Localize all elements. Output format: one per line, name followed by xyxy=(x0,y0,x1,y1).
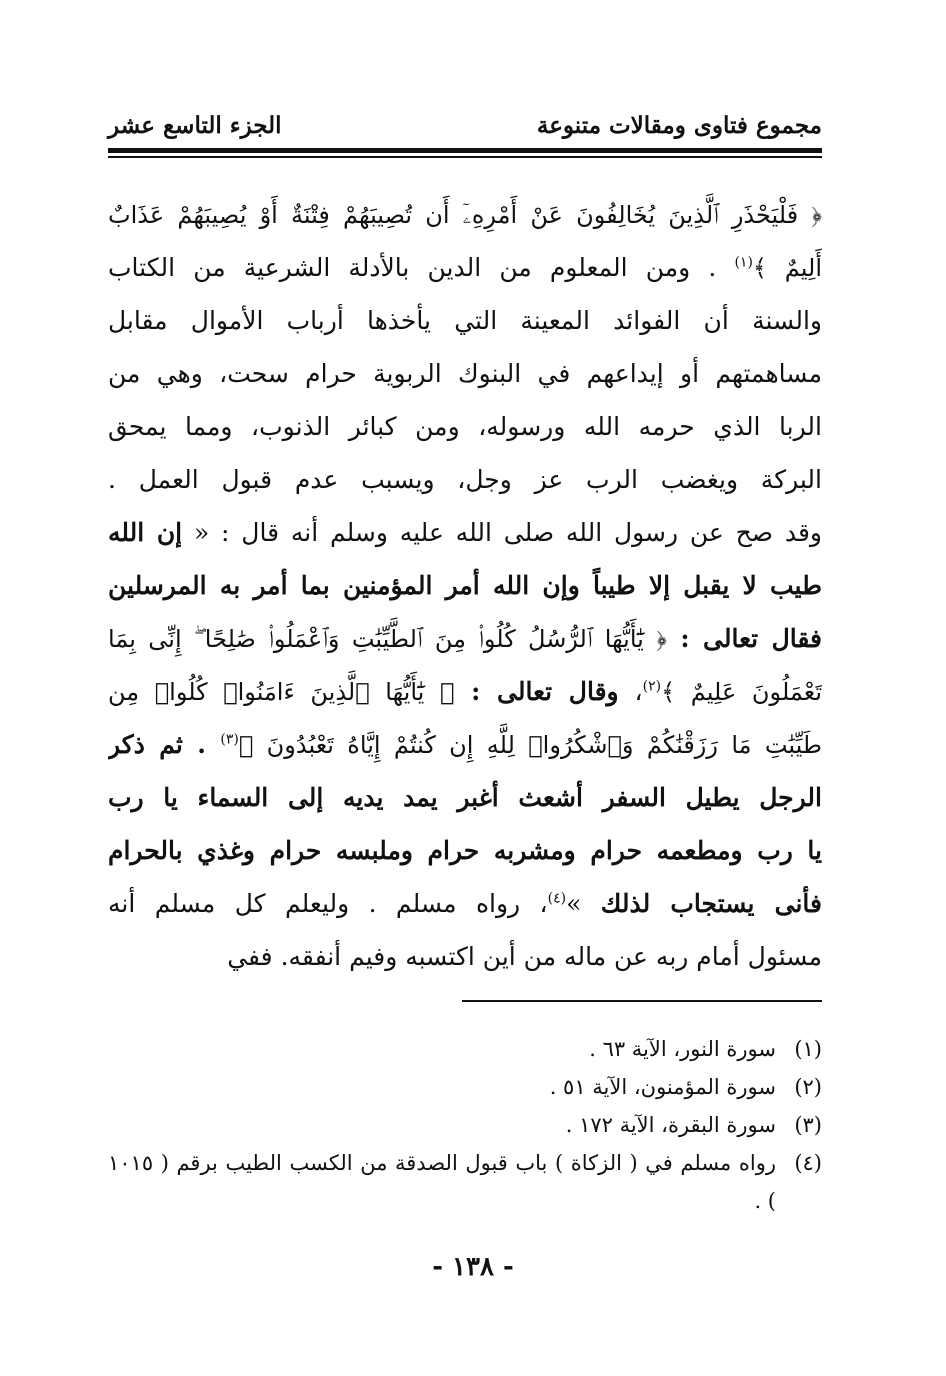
paragraph-text: فأنى يستجاب لذلك xyxy=(600,889,822,918)
header-rule-thick xyxy=(108,148,822,153)
footnote-marker: (٣) xyxy=(220,731,239,748)
footnote-item xyxy=(108,1068,822,1106)
body-line xyxy=(108,347,822,400)
paragraph-text: الرجل يطيل السفر أشعث أغبر يمد يديه إلى السماء يا رب xyxy=(108,783,822,812)
paragraph-text: مساهمتهم أو إيداعهم في البنوك الربوية حرام سحت، وهي من xyxy=(108,359,822,388)
body-line xyxy=(108,241,822,294)
footnote-item xyxy=(108,1030,822,1068)
footnote-text: سورة النور، الآية ٦٣ . xyxy=(589,1037,776,1061)
paragraph-text: ، رواه مسلم . وليعلم كل مسلم أنه xyxy=(108,889,548,918)
body-line xyxy=(108,771,822,824)
quran-verse-text: تَعْمَلُونَ عَلِيمٌ ﴾ xyxy=(661,678,822,706)
paragraph-text: فقال تعالى : xyxy=(666,624,822,653)
quran-verse-text: أَلِيمٌ ﴾ xyxy=(752,254,822,282)
volume-label: الجزء التاسع عشر xyxy=(108,112,282,139)
body-line xyxy=(108,665,822,718)
paragraph-text: يا رب ومطعمه حرام ومشربه حرام وملبسه حرام وغذي بالحرام xyxy=(108,836,822,865)
body-line xyxy=(108,188,822,241)
footnote-item xyxy=(108,1106,822,1144)
paragraph-text: وقال تعالى : xyxy=(454,677,619,706)
body-line xyxy=(108,400,822,453)
footnote-text: سورة المؤمنون، الآية ٥١ . xyxy=(549,1075,776,1099)
body-line xyxy=(108,930,822,983)
header-rule-thin xyxy=(108,156,822,158)
paragraph-text: . ومن المعلوم من الدين بالأدلة الشرعية من الكتاب xyxy=(108,253,735,282)
paragraph-text: طيب لا يقبل إلا طيباً وإن الله أمر المؤمنين بما أمر به المرسلين xyxy=(108,571,822,600)
paragraph-text: مسئول أمام ربه عن ماله من أين اكتسبه وفيم أنفقه. ففي xyxy=(227,942,822,971)
paragraph-text: البركة ويغضب الرب عز وجل، ويسبب عدم قبول العمل . xyxy=(108,465,822,494)
body-line xyxy=(108,294,822,347)
body-line xyxy=(108,612,822,665)
body-line xyxy=(108,506,822,559)
paragraph-text: إن الله xyxy=(108,518,183,547)
paragraph-text: ، xyxy=(618,677,643,706)
footnote-marker: (٤) xyxy=(547,890,567,907)
footnote-text: رواه مسلم في ( الزكاة ) باب قبول الصدقة من الكسب الطيب برقم ( ١٠١٥ ) . xyxy=(108,1151,776,1213)
footnote-text: سورة البقرة، الآية ١٧٢ . xyxy=(565,1113,776,1137)
body-line xyxy=(108,718,822,771)
footnote-item xyxy=(108,1144,822,1220)
book-title: مجموع فتاوى ومقالات متنوعة xyxy=(536,112,822,139)
body-line xyxy=(108,559,822,612)
paragraph-text: الربا الذي حرمه الله ورسوله، ومن كبائر الذنوب، ومما يمحق xyxy=(108,412,822,441)
footnote-marker: (٢) xyxy=(642,678,662,695)
paragraph-text: والسنة أن الفوائد المعينة التي يأخذها أرباب الأموال مقابل xyxy=(108,306,822,335)
body-line xyxy=(108,824,822,877)
body-line xyxy=(108,453,822,506)
footnote-number: (٣) xyxy=(794,1113,822,1137)
body-text xyxy=(108,188,822,983)
paragraph-text: وقد صح عن رسول الله صلى الله عليه وسلم أنه قال : « xyxy=(182,518,822,547)
body-line xyxy=(108,877,822,930)
footnote-divider xyxy=(462,1000,822,1002)
footnote-marker: (١) xyxy=(734,254,753,271)
footnotes xyxy=(108,1030,822,1220)
quran-verse-text: طَيِّبَٰتِ مَا رَزَقْنَٰكُمْ وَٱشْكُرُوا۟ لِلَّهِ إِن كُنتُمْ إِيَّاهُ تَعْبُدُونَ ﴾ xyxy=(238,731,822,759)
paragraph-text: » xyxy=(566,889,601,918)
page-number: - ١٣٨ - xyxy=(432,1252,514,1282)
footnote-number: (١) xyxy=(794,1037,822,1061)
paragraph-text: . ثم ذكر xyxy=(108,730,221,759)
footnote-number: (٢) xyxy=(794,1075,822,1099)
running-header xyxy=(108,104,822,144)
quran-verse-text: ﴿ فَلْيَحْذَرِ ٱلَّذِينَ يُخَالِفُونَ عَنْ أَمْرِهِۦٓ أَن تُصِيبَهُمْ فِتْنَةٌ أَوْ يُصِيبَهُمْ عَذَابٌ xyxy=(108,201,822,229)
footnote-number: (٤) xyxy=(794,1151,822,1175)
quran-verse-text: ﴿ يَٰٓأَيُّهَا ٱلَّذِينَ ءَامَنُوا۟ كُلُوا۟ مِن xyxy=(108,678,455,706)
quran-verse-text: ﴿ يَٰٓأَيُّهَا ٱلرُّسُلُ كُلُوا۟ مِنَ ٱلطَّيِّبَٰتِ وَٱعْمَلُوا۟ صَٰلِحًا ۖ إِنِّى بِمَا xyxy=(108,625,667,653)
